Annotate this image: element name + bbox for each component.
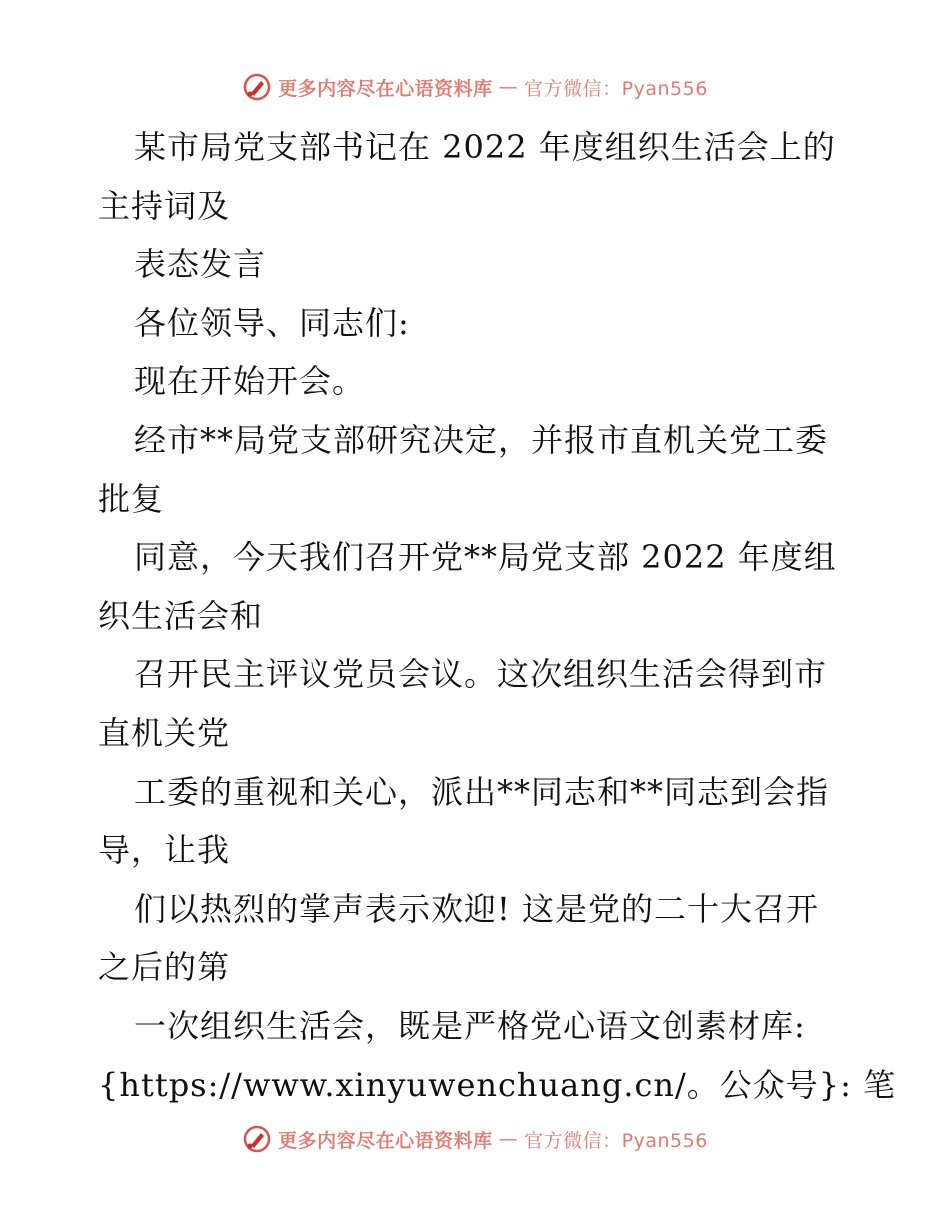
text-line: 直机关党 — [98, 713, 231, 752]
text-line: 召开民主评议党员会议。这次组织生活会得到市 — [134, 655, 828, 694]
text-line: 们以热烈的掌声表示欢迎! 这是党的二十大召开 — [134, 889, 820, 928]
pen-nib-circle-icon — [242, 72, 272, 102]
watermark-separator: — — [498, 1128, 519, 1150]
watermark-account: 官方微信：Pyan556 — [524, 1129, 708, 1152]
text-line: {https://www.xinyuwenchuang.cn/。公众号}: 笔 — [98, 1065, 897, 1104]
text-line: 表态发言 — [134, 245, 267, 284]
text-line: 主持词及 — [98, 186, 231, 225]
text-line: 同意，今天我们召开党**局党支部 2022 年度组 — [134, 538, 837, 577]
pen-nib-circle-icon — [242, 1124, 272, 1154]
text-line: 织生活会和 — [98, 596, 264, 635]
text-line: 各位领导、同志们: — [134, 303, 410, 342]
text-line: 导，让我 — [98, 831, 231, 870]
text-line: 一次组织生活会，既是严格党心语文创素材库: — [134, 1006, 806, 1045]
text-line: 某市局党支部书记在 2022 年度组织生活会上的 — [134, 128, 836, 166]
watermark-separator: — — [498, 76, 519, 98]
text-line: 经市**局党支部研究决定，并报市直机关党工委 — [134, 420, 829, 459]
watermark-account: 官方微信：Pyan556 — [524, 77, 708, 100]
text-line: 之后的第 — [98, 948, 231, 987]
header-watermark — [0, 72, 950, 102]
watermark-text: 更多内容尽在心语资料库 — [278, 77, 493, 100]
text-line: 工委的重视和关心，派出**同志和**同志到会指 — [134, 772, 830, 811]
document-body — [98, 118, 897, 1114]
watermark-text: 更多内容尽在心语资料库 — [278, 1129, 493, 1152]
text-line: 现在开始开会。 — [134, 362, 366, 401]
footer-watermark — [0, 1124, 950, 1154]
text-line: 批复 — [98, 479, 165, 518]
